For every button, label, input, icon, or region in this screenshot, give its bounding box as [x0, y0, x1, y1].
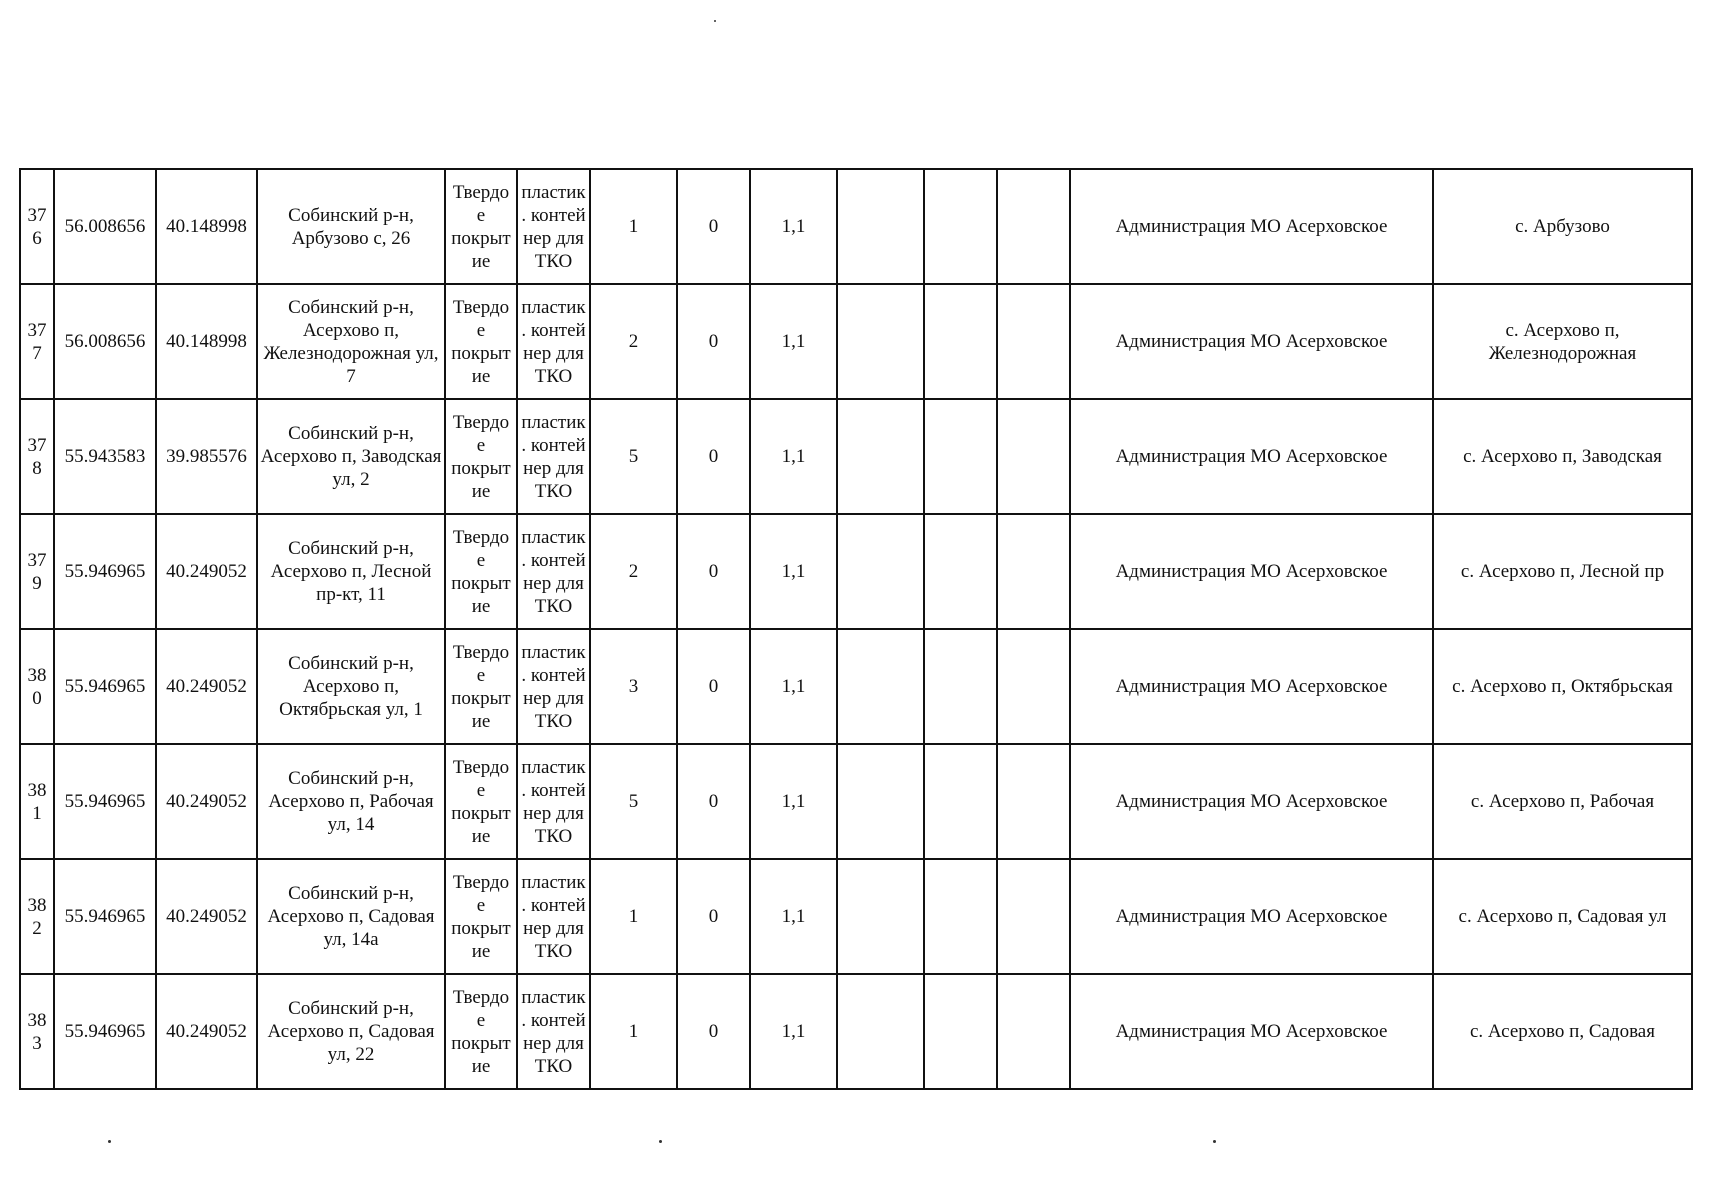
row-number: 381 — [20, 744, 54, 859]
empty-cell — [997, 744, 1070, 859]
surface-type: Твердо е покрыт ие — [445, 859, 517, 974]
container-count: 2 — [590, 284, 677, 399]
empty-cell — [924, 859, 997, 974]
address: Собинский р-н, Асерхово п, Лесной пр-кт, 11 — [257, 514, 445, 629]
longitude: 39.985576 — [156, 399, 257, 514]
container-type: пластик . контей нер для ТКО — [517, 284, 590, 399]
address: Собинский р-н, Асерхово п, Октябрьская ул, 1 — [257, 629, 445, 744]
latitude: 55.946965 — [54, 974, 156, 1089]
container-volume: 1,1 — [750, 629, 837, 744]
waste-source: с. Асерхово п, Садовая ул — [1433, 859, 1692, 974]
table-row — [20, 629, 1692, 744]
empty-cell — [837, 744, 924, 859]
empty-cell — [924, 514, 997, 629]
empty-cell — [837, 974, 924, 1089]
container-volume: 1,1 — [750, 744, 837, 859]
waste-source: с. Асерхово п, Рабочая — [1433, 744, 1692, 859]
table-row — [20, 514, 1692, 629]
latitude: 55.946965 — [54, 859, 156, 974]
longitude: 40.249052 — [156, 514, 257, 629]
container-count: 1 — [590, 169, 677, 284]
empty-cell — [924, 629, 997, 744]
planned-count: 0 — [677, 629, 750, 744]
planned-count: 0 — [677, 514, 750, 629]
empty-cell — [997, 629, 1070, 744]
address: Собинский р-н, Асерхово п, Рабочая ул, 14 — [257, 744, 445, 859]
scan-speck — [1213, 1140, 1216, 1143]
container-volume: 1,1 — [750, 169, 837, 284]
latitude: 55.943583 — [54, 399, 156, 514]
longitude: 40.249052 — [156, 859, 257, 974]
address: Собинский р-н, Асерхово п, Садовая ул, 14а — [257, 859, 445, 974]
empty-cell — [924, 744, 997, 859]
longitude: 40.249052 — [156, 744, 257, 859]
planned-count: 0 — [677, 974, 750, 1089]
surface-type: Твердо е покрыт ие — [445, 629, 517, 744]
surface-type: Твердо е покрыт ие — [445, 399, 517, 514]
owner-organization: Администрация МО Асерховское — [1070, 744, 1433, 859]
row-number: 379 — [20, 514, 54, 629]
container-count: 3 — [590, 629, 677, 744]
waste-container-sites-table — [19, 168, 1693, 1090]
owner-organization: Администрация МО Асерховское — [1070, 859, 1433, 974]
container-type: пластик . контей нер для ТКО — [517, 514, 590, 629]
container-count: 5 — [590, 744, 677, 859]
empty-cell — [997, 284, 1070, 399]
longitude: 40.249052 — [156, 974, 257, 1089]
scan-speck — [714, 20, 716, 22]
container-type: пластик . контей нер для ТКО — [517, 399, 590, 514]
waste-source: с. Асерхово п, Заводская — [1433, 399, 1692, 514]
container-volume: 1,1 — [750, 284, 837, 399]
empty-cell — [997, 399, 1070, 514]
empty-cell — [997, 974, 1070, 1089]
owner-organization: Администрация МО Асерховское — [1070, 514, 1433, 629]
waste-source: с. Асерхово п, Садовая — [1433, 974, 1692, 1089]
waste-source: с. Арбузово — [1433, 169, 1692, 284]
waste-source: с. Асерхово п, Железнодорожная — [1433, 284, 1692, 399]
latitude: 56.008656 — [54, 284, 156, 399]
table-row — [20, 284, 1692, 399]
surface-type: Твердо е покрыт ие — [445, 974, 517, 1089]
owner-organization: Администрация МО Асерховское — [1070, 399, 1433, 514]
row-number: 383 — [20, 974, 54, 1089]
container-volume: 1,1 — [750, 514, 837, 629]
empty-cell — [837, 284, 924, 399]
container-type: пластик . контей нер для ТКО — [517, 859, 590, 974]
row-number: 380 — [20, 629, 54, 744]
surface-type: Твердо е покрыт ие — [445, 514, 517, 629]
empty-cell — [837, 629, 924, 744]
container-type: пластик . контей нер для ТКО — [517, 169, 590, 284]
container-count: 2 — [590, 514, 677, 629]
longitude: 40.148998 — [156, 284, 257, 399]
address: Собинский р-н, Асерхово п, Заводская ул, 2 — [257, 399, 445, 514]
empty-cell — [837, 169, 924, 284]
container-type: пластик . контей нер для ТКО — [517, 974, 590, 1089]
planned-count: 0 — [677, 859, 750, 974]
address: Собинский р-н, Асерхово п, Садовая ул, 22 — [257, 974, 445, 1089]
planned-count: 0 — [677, 284, 750, 399]
row-number: 382 — [20, 859, 54, 974]
empty-cell — [997, 169, 1070, 284]
scan-speck — [108, 1140, 111, 1143]
table-row — [20, 859, 1692, 974]
planned-count: 0 — [677, 744, 750, 859]
container-type: пластик . контей нер для ТКО — [517, 629, 590, 744]
empty-cell — [924, 399, 997, 514]
container-count: 1 — [590, 974, 677, 1089]
surface-type: Твердо е покрыт ие — [445, 744, 517, 859]
table-row — [20, 974, 1692, 1089]
empty-cell — [924, 974, 997, 1089]
empty-cell — [837, 514, 924, 629]
container-volume: 1,1 — [750, 974, 837, 1089]
empty-cell — [924, 284, 997, 399]
scan-speck — [659, 1140, 662, 1143]
empty-cell — [837, 399, 924, 514]
planned-count: 0 — [677, 399, 750, 514]
waste-source: с. Асерхово п, Октябрьская — [1433, 629, 1692, 744]
container-type: пластик . контей нер для ТКО — [517, 744, 590, 859]
row-number: 378 — [20, 399, 54, 514]
empty-cell — [997, 514, 1070, 629]
waste-source: с. Асерхово п, Лесной пр — [1433, 514, 1692, 629]
surface-type: Твердо е покрыт ие — [445, 284, 517, 399]
latitude: 55.946965 — [54, 629, 156, 744]
latitude: 55.946965 — [54, 514, 156, 629]
row-number: 376 — [20, 169, 54, 284]
latitude: 56.008656 — [54, 169, 156, 284]
table-row — [20, 744, 1692, 859]
address: Собинский р-н, Асерхово п, Железнодорожная ул, 7 — [257, 284, 445, 399]
table-body — [20, 169, 1692, 1089]
owner-organization: Администрация МО Асерховское — [1070, 974, 1433, 1089]
latitude: 55.946965 — [54, 744, 156, 859]
longitude: 40.249052 — [156, 629, 257, 744]
row-number: 377 — [20, 284, 54, 399]
empty-cell — [997, 859, 1070, 974]
container-count: 1 — [590, 859, 677, 974]
container-count: 5 — [590, 399, 677, 514]
planned-count: 0 — [677, 169, 750, 284]
longitude: 40.148998 — [156, 169, 257, 284]
empty-cell — [837, 859, 924, 974]
table-row — [20, 399, 1692, 514]
owner-organization: Администрация МО Асерховское — [1070, 629, 1433, 744]
table-row — [20, 169, 1692, 284]
surface-type: Твердо е покрыт ие — [445, 169, 517, 284]
empty-cell — [924, 169, 997, 284]
container-volume: 1,1 — [750, 399, 837, 514]
address: Собинский р-н, Арбузово с, 26 — [257, 169, 445, 284]
owner-organization: Администрация МО Асерховское — [1070, 169, 1433, 284]
container-volume: 1,1 — [750, 859, 837, 974]
owner-organization: Администрация МО Асерховское — [1070, 284, 1433, 399]
